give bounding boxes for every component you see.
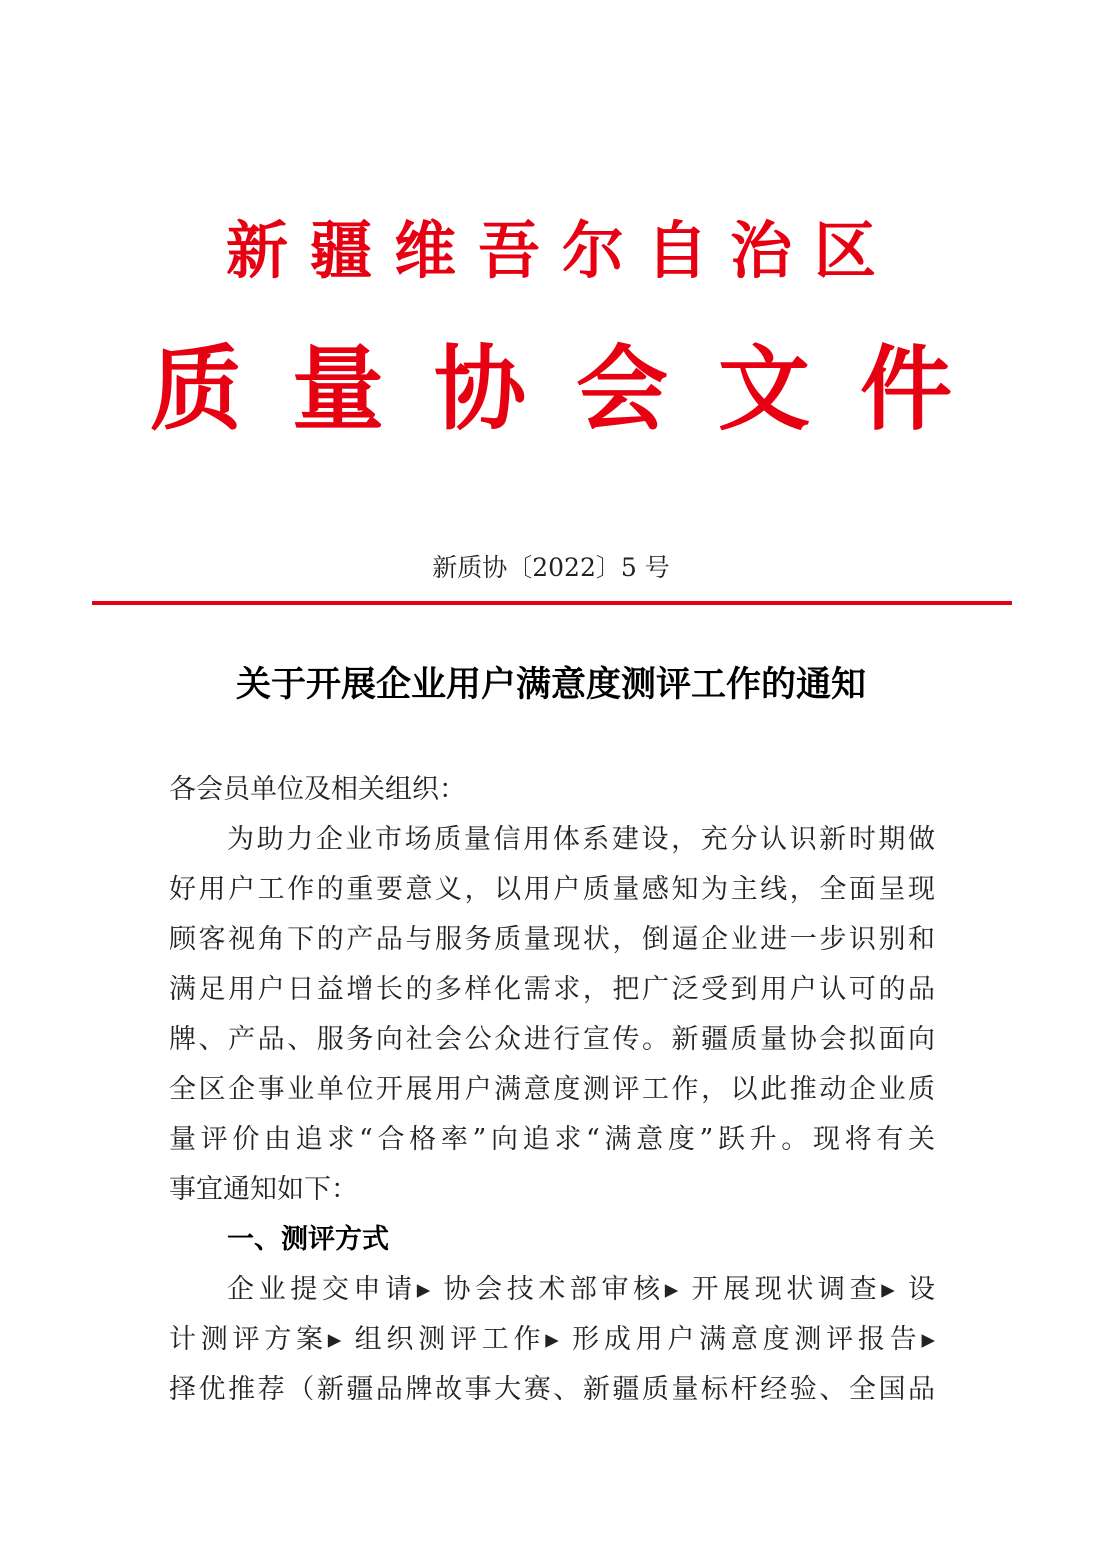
letterhead-org-name: 新疆维吾尔自治区 xyxy=(225,214,898,287)
document-body xyxy=(169,765,935,1415)
paragraph-line: 计测评方案▸ 组织测评工作▸ 形成用户满意度测评报告▸ xyxy=(169,1324,935,1355)
section-heading: 一、测评方式 xyxy=(227,1224,389,1255)
paragraph-line: 牌、产品、服务向社会公众进行宣传。新疆质量协会拟面向 xyxy=(169,1024,935,1055)
paragraph-line: 为助力企业市场质量信用体系建设，充分认识新时期做 xyxy=(227,824,935,855)
paragraph-line: 全区企事业单位开展用户满意度测评工作，以此推动企业质 xyxy=(169,1074,935,1105)
paragraph-line: 好用户工作的重要意义，以用户质量感知为主线，全面呈现 xyxy=(169,874,935,905)
letterhead-red-divider xyxy=(92,601,1012,605)
salutation: 各会员单位及相关组织： xyxy=(169,774,466,805)
paragraph-line: 满足用户日益增长的多样化需求，把广泛受到用户认可的品 xyxy=(169,974,935,1005)
letterhead-document-label: 质量协会文件 xyxy=(149,335,1002,443)
document-title: 关于开展企业用户满意度测评工作的通知 xyxy=(235,665,866,705)
paragraph-line: 顾客视角下的产品与服务质量现状，倒逼企业进一步识别和 xyxy=(169,924,935,955)
paragraph-line: 事宜通知如下： xyxy=(169,1174,358,1205)
paragraph-line: 量评价由追求“合格率”向追求“满意度”跃升。现将有关 xyxy=(169,1124,935,1155)
paragraph-line: 择优推荐（新疆品牌故事大赛、新疆质量标杆经验、全国品 xyxy=(169,1374,935,1405)
document-number: 新质协〔2022〕5 号 xyxy=(432,553,670,582)
paragraph-line: 企业提交申请▸ 协会技术部审核▸ 开展现状调查▸ 设 xyxy=(227,1274,935,1305)
